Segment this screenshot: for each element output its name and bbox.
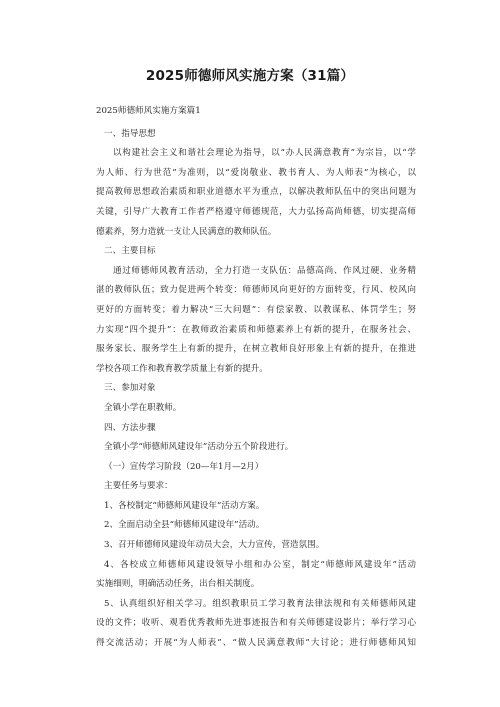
text-line: 3、召开师德师风建设年动员大会，大力宣传，营造氛围。 — [104, 540, 325, 551]
text-line: 提高教师思想政治素质和职业道德水平为重点，以解决教师队伍中的突出问题为 — [96, 187, 416, 198]
text-line: 服务家长、服务学生上有新的提升，在树立教师良好形象上有新的提升，在推进 — [96, 344, 416, 355]
text-line: 一、指导思想 — [104, 128, 156, 139]
text-line: 1、各校制定“师德师风建设年”活动方案。 — [104, 500, 265, 511]
section-subtitle: 2025师德师风实施方案篇1 — [96, 106, 201, 116]
paragraph-lines — [96, 125, 416, 654]
text-line: 二、主要目标 — [104, 246, 156, 257]
text-line: 更好的方面转变；着力解决“三大问题”：有偿家教、以教谋私、体罚学生；努 — [96, 304, 416, 315]
text-line: （一）宣传学习阶段（20—年1月—2月） — [104, 461, 264, 472]
text-line: 力实现“四个提升”：在教师政治素质和师德素养上有新的提升，在服务社会、 — [96, 324, 416, 335]
text-line: 2、全面启动全县“师德师风建设年”活动。 — [104, 520, 265, 531]
text-line: 德素养，努力造就一支让人民满意的教师队伍。 — [96, 226, 277, 237]
text-line: 学校各项工作和教育教学质量上有新的提升。 — [96, 363, 268, 374]
text-line: 全镇小学“师德师风建设年”活动分五个阶段进行。 — [104, 442, 294, 453]
text-line: 通过师德师风教育活动，全力打造一支队伍：品德高尚、作风过硬、业务精 — [113, 265, 416, 276]
text-line: 5、认真组织好相关学习。组织教职员工学习教育法律法规和有关师德师风建 — [104, 598, 416, 609]
document-title: 2025师德师风实施方案（31篇） — [145, 68, 355, 84]
text-line: 设的文件；收听、观看优秀教师先进事迹报告和有关师德建设影片；举行学习心 — [96, 618, 416, 629]
text-line: 为人师、行为世范”为准则，以“爱岗敬业、教书育人、为人师表”为核心，以 — [96, 167, 416, 178]
text-line: 4、各校成立师德师风建设领导小组和办公室，制定“师德师风建设年”活动 — [104, 559, 416, 570]
text-line: 关键，引导广大教育工作者严格遵守师德规范，大力弘扬高尚师德，切实提高师 — [96, 206, 416, 217]
text-line: 三、参加对象 — [104, 383, 156, 394]
text-line: 湛的教师队伍；致力促进两个转变：师德师风向更好的方面转变，行风、校风向 — [96, 285, 416, 296]
text-line: 主要任务与要求： — [104, 481, 173, 492]
text-line: 实施细则，明确活动任务，出台相关制度。 — [96, 579, 260, 590]
text-line: 四、方法步骤 — [104, 422, 156, 433]
text-line: 得交流活动；开展“为人师表”、“做人民满意教师”大讨论；进行师德师风知 — [96, 638, 416, 649]
text-line: 以构建社会主义和谐社会理论为指导，以“办人民满意教育”为宗旨，以“学 — [113, 148, 416, 159]
text-line: 全镇小学在职教师。 — [104, 402, 182, 413]
document-body — [96, 102, 416, 654]
